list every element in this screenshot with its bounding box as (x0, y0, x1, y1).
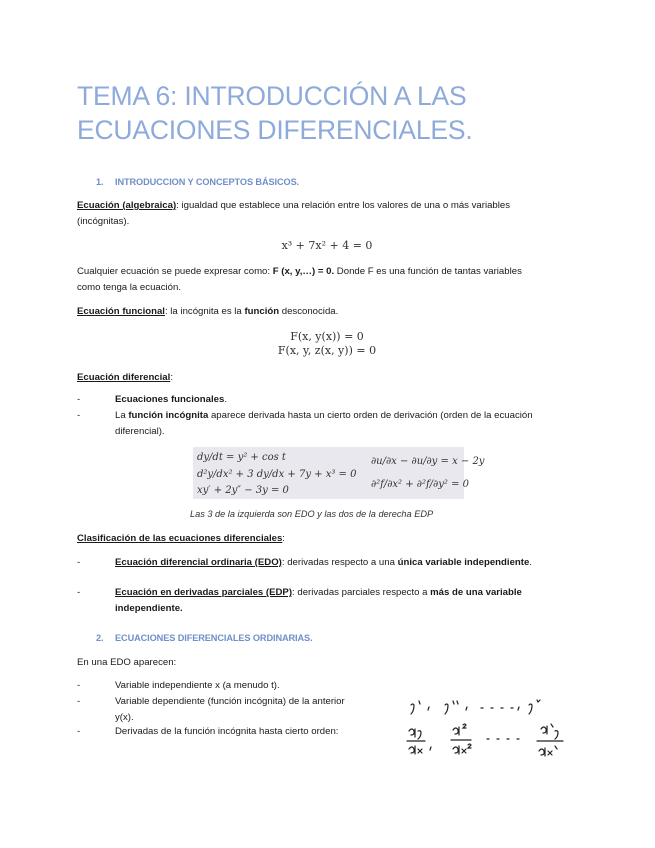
text: aparece derivada hasta un cierto orden de derivación (orden de la ecuación (208, 410, 533, 421)
text: : derivadas respecto a una (281, 557, 398, 568)
text-bold: única variable independiente (397, 557, 530, 568)
page-title (77, 79, 597, 147)
list-item (77, 585, 597, 617)
equation: dy/dt = y² + cos t (197, 452, 286, 463)
term-diferencial: Ecuación diferencial (77, 372, 171, 383)
title-line-1: TEMA 6: INTRODUCCIÓN A LAS (77, 81, 467, 111)
text: como tenga la ecuación. (77, 282, 181, 293)
list-item (77, 408, 597, 440)
paragraph-diferencial (77, 370, 173, 386)
text: Variable dependiente (función incógnita) de la anterior (115, 696, 345, 707)
equations-box (193, 447, 485, 499)
formula-algebraica: x³ + 7x² + 4 = 0 (281, 239, 373, 252)
term-clasificacion: Clasificación de las ecuaciones diferenciales (77, 533, 283, 544)
section-heading-2 (96, 633, 313, 643)
formula-funcional-1: F(x, y(x)) = 0 (290, 330, 364, 343)
text: y(x). (115, 712, 134, 723)
term-edp: Ecuación en derivadas parciales (EDP) (115, 587, 293, 598)
term-funcional: Ecuación funcional (77, 306, 165, 317)
equation: xy′ + 2y″ − 3y = 0 (197, 485, 289, 496)
text: . (529, 557, 532, 568)
equations-caption: Las 3 de la izquierda son EDO y las dos de la derecha EDP (190, 509, 434, 519)
bullet-dash: - (77, 726, 81, 737)
text: : la incógnita es la (164, 306, 245, 317)
bullet-dash: - (77, 680, 81, 691)
paragraph-cualquier (77, 264, 597, 296)
section-heading-1 (96, 177, 299, 187)
text-bold: más de una variable (430, 587, 522, 598)
section-label: ECUACIONES DIFERENCIALES ORDINARIAS. (115, 633, 313, 643)
text: : igualdad que establece una relación entre los valores de una o más variables (176, 200, 511, 211)
bullet-dash: - (77, 696, 81, 707)
bullet-dash: - (77, 557, 81, 568)
text: : derivadas parciales respecto a (292, 587, 431, 598)
equations-left (197, 450, 356, 497)
text-bold: función (244, 306, 280, 317)
paragraph-funcional (77, 304, 597, 320)
text-bold: independiente. (115, 603, 183, 614)
handwritten-derivatives-image (405, 695, 580, 770)
bullet-dash: - (77, 587, 81, 598)
equations-right (371, 450, 484, 490)
text: : (282, 533, 285, 544)
text: desconocida. (279, 306, 339, 317)
bullet-dash: - (77, 394, 81, 405)
text-bold: función incógnita (128, 410, 209, 421)
equation: ∂²f/∂x² + ∂²f/∂y² = 0 (371, 478, 469, 490)
section-number: 2. (96, 633, 104, 643)
term-algebraica: Ecuación (algebraica) (77, 200, 177, 211)
term-edo: Ecuación diferencial ordinaria (EDO) (115, 557, 282, 568)
text: La (115, 410, 129, 421)
text: Variable independiente x (a menudo t). (115, 680, 280, 691)
text: Derivadas de la función incógnita hasta cierto orden: (115, 726, 339, 737)
paragraph-algebraica (77, 198, 597, 230)
text: Donde F es una función de tantas variables (334, 266, 522, 277)
section-label: INTRODUCCION Y CONCEPTOS BÁSICOS. (115, 177, 300, 187)
equation: ∂u/∂x − ∂u/∂y = x − 2y (371, 456, 485, 467)
formula-funcional-2: F(x, y, z(x, y)) = 0 (277, 344, 377, 357)
title-line-2: ECUACIONES DIFERENCIALES. (77, 115, 473, 145)
list-item (77, 694, 397, 726)
paragraph-clasificacion (77, 531, 285, 547)
text-bold: F (x, y,…) = 0. (272, 266, 335, 277)
text: (incógnitas). (77, 216, 130, 227)
text: diferencial). (115, 426, 165, 437)
text-bold: Ecuaciones funcionales (115, 394, 225, 405)
paragraph-edo-intro: En una EDO aparecen: (77, 657, 177, 668)
equation: d²y/dx² + 3 dy/dx + 7y + x³ = 0 (197, 468, 357, 480)
text: Cualquier ecuación se puede expresar como: (77, 266, 273, 277)
bullet-dash: - (77, 410, 81, 421)
text: : (170, 372, 173, 383)
section-number: 1. (96, 177, 104, 187)
text: . (224, 394, 227, 405)
